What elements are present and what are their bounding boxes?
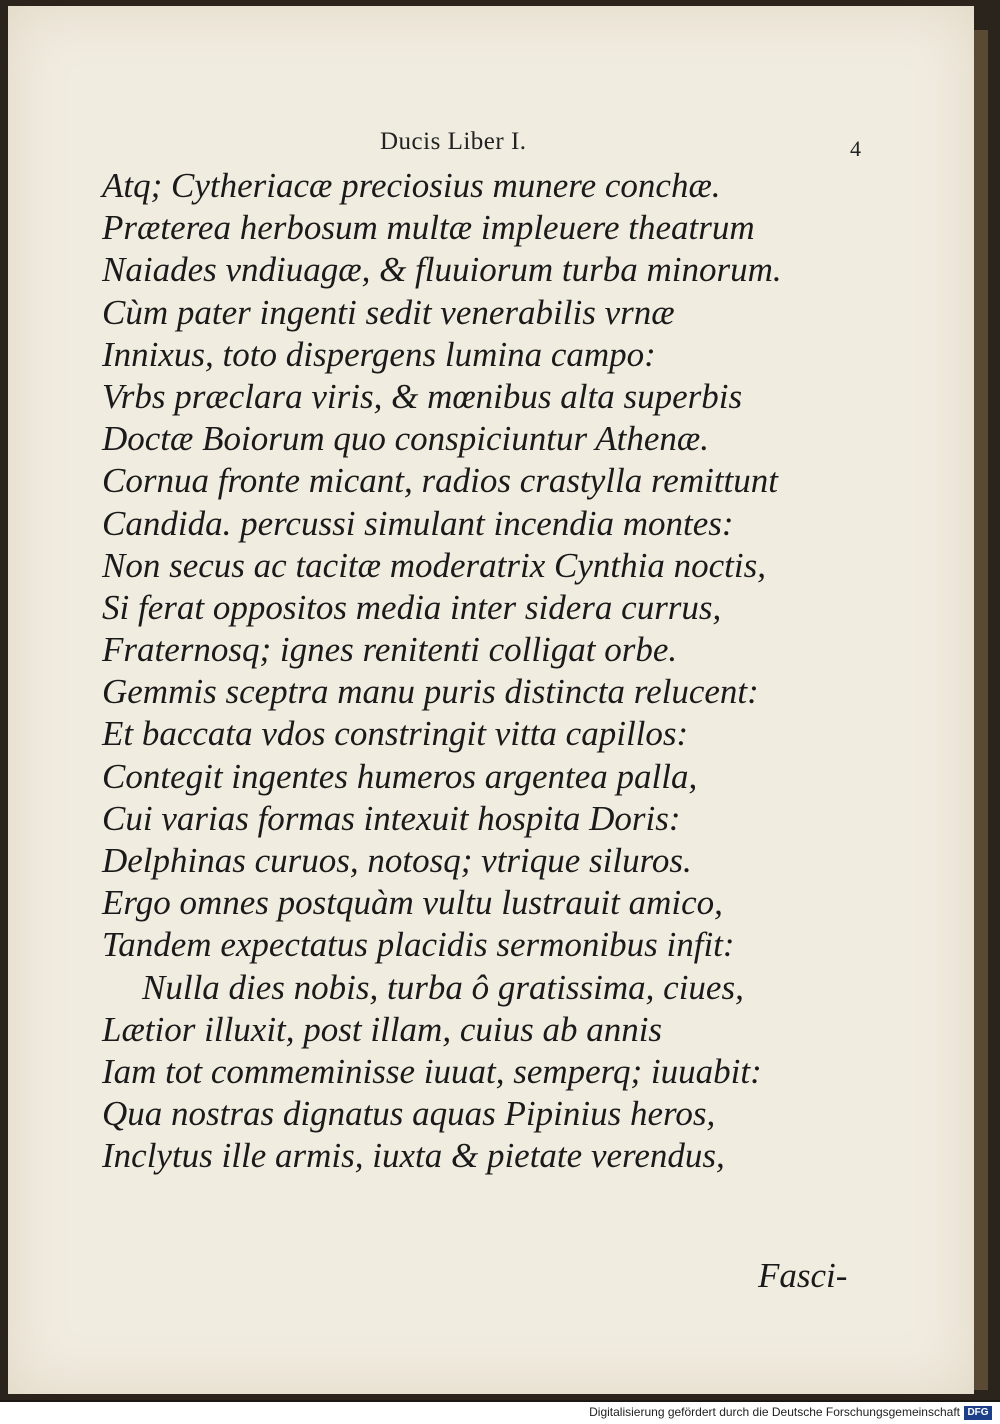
verse-line: Innixus, toto dispergens lumina campo: [102, 334, 656, 374]
verse-line: Candida. percussi simulant incendia montes: [102, 503, 734, 543]
running-header: Ducis Liber I. [380, 128, 527, 155]
verse-line: Cui varias formas intexuit hospita Doris: [102, 798, 681, 838]
verse-line: Delphinas curuos, notosq; vtrique siluros. [102, 841, 692, 880]
verse-line: Inclytus ille armis, iuxta & pietate verendus, [102, 1136, 725, 1176]
verse-line: Præterea herbosum multæ impleuere theatrum [102, 208, 755, 248]
verse-line: Tandem expectatus placidis sermonibus infit: [102, 925, 735, 965]
verse-line: Atq; Cytheriacæ preciosius munere conchæ. [102, 166, 721, 205]
verse-line: Et baccata vdos constringit vitta capillos: [102, 714, 689, 754]
verse-line: Nulla dies nobis, turba ô gratissima, ciues, [142, 967, 744, 1007]
page-edge [974, 30, 988, 1390]
dfg-logo-icon: DFG [964, 1406, 992, 1420]
verse-line: Qua nostras dignatus aquas Pipinius heros, [102, 1094, 716, 1134]
catchword: Fasci- [758, 1256, 848, 1295]
footer-bar [0, 1402, 1000, 1424]
verse-line: Naiades vndiuagæ, & fluuiorum turba minorum. [102, 250, 782, 290]
verse-line: Doctæ Boiorum quo conspiciuntur Athenæ. [102, 419, 709, 459]
verse-line: Fraternosq; ignes renitenti colligat orbe. [102, 630, 678, 670]
verse-line: Vrbs præclara viris, & mœnibus alta superbis [102, 376, 743, 416]
verse-line: Gemmis sceptra manu puris distincta relucent: [102, 672, 759, 712]
verse-line: Cùm pater ingenti sedit venerabilis vrnæ [102, 292, 675, 332]
page-number: 4 [850, 136, 861, 161]
verse-line: Iam tot commeminisse iuuat, semperq; iuuabit: [102, 1051, 762, 1091]
verse-line: Ergo omnes postquàm vultu lustrauit amico, [102, 883, 723, 923]
verse-line: Si ferat oppositos media inter sidera currus, [102, 587, 722, 627]
verse-line: Non secus ac tacitæ moderatrix Cynthia noctis, [102, 545, 766, 585]
verse-line: Lætior illuxit, post illam, cuius ab annis [102, 1009, 663, 1049]
verse-line: Cornua fronte micant, radios crastylla remittunt [102, 461, 779, 501]
funding-notice: Digitalisierung gefördert durch die Deutsche Forschungsgemeinschaft [589, 1405, 960, 1419]
verse-line: Contegit ingentes humeros argentea palla, [102, 756, 698, 796]
verse-block [102, 165, 882, 1178]
